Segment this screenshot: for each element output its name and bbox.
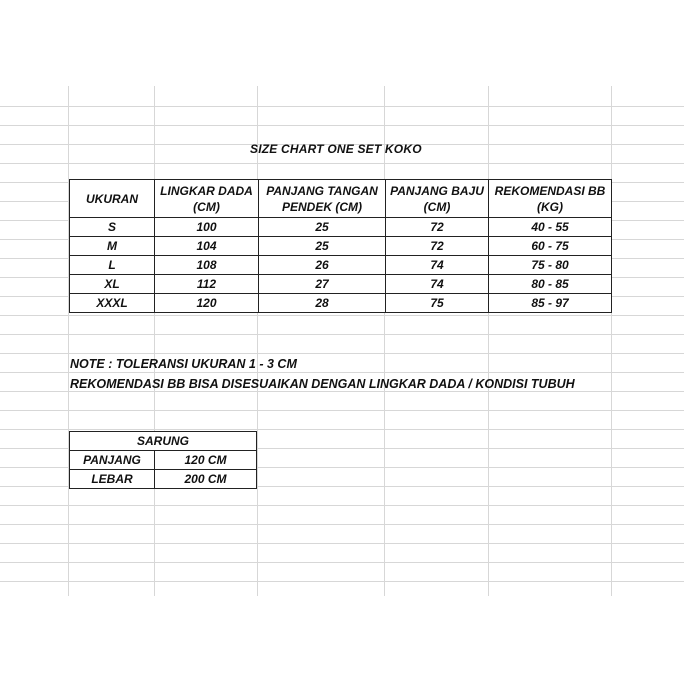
cell-size: S xyxy=(70,218,155,237)
header-line: REKOMENDASI BB xyxy=(494,183,606,198)
cell-lingkar-dada: 120 xyxy=(155,294,259,313)
cell-panjang-tangan: 25 xyxy=(259,218,386,237)
column-line xyxy=(68,86,69,596)
cell-size: XL xyxy=(70,275,155,294)
cell-panjang-tangan: 26 xyxy=(259,256,386,275)
column-line xyxy=(488,86,489,596)
cell-rekomendasi-bb: 60 - 75 xyxy=(489,237,612,256)
header-line: UKURAN xyxy=(86,191,138,206)
cell-panjang-tangan: 25 xyxy=(259,237,386,256)
cell-panjang-baju: 74 xyxy=(386,256,489,275)
table-row xyxy=(70,218,612,237)
table-row xyxy=(70,294,612,313)
sarung-value: 200 CM xyxy=(155,470,257,489)
table-header-row xyxy=(70,180,612,218)
sarung-header-row xyxy=(70,432,257,451)
header-line: PENDEK (CM) xyxy=(282,199,362,214)
cell-lingkar-dada: 100 xyxy=(155,218,259,237)
table-row xyxy=(70,470,257,489)
cell-rekomendasi-bb: 75 - 80 xyxy=(489,256,612,275)
sarung-table xyxy=(69,431,257,489)
cell-panjang-tangan: 27 xyxy=(259,275,386,294)
header-panjang-baju xyxy=(386,180,489,218)
cell-panjang-baju: 72 xyxy=(386,237,489,256)
note-tolerance: NOTE : TOLERANSI UKURAN 1 - 3 CM xyxy=(70,357,297,371)
cell-rekomendasi-bb: 80 - 85 xyxy=(489,275,612,294)
header-line: (KG) xyxy=(537,199,563,214)
column-line xyxy=(257,86,258,596)
column-line xyxy=(384,86,385,596)
sarung-value: 120 CM xyxy=(155,451,257,470)
cell-size: M xyxy=(70,237,155,256)
column-line xyxy=(611,86,612,596)
cell-rekomendasi-bb: 85 - 97 xyxy=(489,294,612,313)
cell-lingkar-dada: 104 xyxy=(155,237,259,256)
table-row xyxy=(70,237,612,256)
sarung-title: SARUNG xyxy=(70,432,257,451)
spreadsheet-grid xyxy=(0,86,684,596)
cell-lingkar-dada: 112 xyxy=(155,275,259,294)
header-line: PANJANG TANGAN xyxy=(266,183,378,198)
cell-panjang-tangan: 28 xyxy=(259,294,386,313)
header-line: LINGKAR DADA xyxy=(160,183,253,198)
sarung-label: LEBAR xyxy=(70,470,155,489)
cell-size: L xyxy=(70,256,155,275)
header-line: (CM) xyxy=(193,199,220,214)
cell-size: XXXL xyxy=(70,294,155,313)
header-ukuran xyxy=(70,180,155,218)
table-row xyxy=(70,451,257,470)
sarung-label: PANJANG xyxy=(70,451,155,470)
note-weight-recommendation: REKOMENDASI BB BISA DISESUAIKAN DENGAN LINGKAR DADA / KONDISI TUBUH xyxy=(70,377,575,391)
table-row xyxy=(70,256,612,275)
cell-rekomendasi-bb: 40 - 55 xyxy=(489,218,612,237)
table-row xyxy=(70,275,612,294)
header-line: PANJANG BAJU xyxy=(390,183,484,198)
column-line xyxy=(154,86,155,596)
cell-panjang-baju: 74 xyxy=(386,275,489,294)
header-line: (CM) xyxy=(423,199,451,214)
size-chart-table xyxy=(69,179,612,313)
header-rekomendasi-bb xyxy=(489,180,612,218)
header-panjang-tangan xyxy=(259,180,386,218)
cell-lingkar-dada: 108 xyxy=(155,256,259,275)
cell-panjang-baju: 75 xyxy=(386,294,489,313)
cell-panjang-baju: 72 xyxy=(386,218,489,237)
page-title: SIZE CHART ONE SET KOKO xyxy=(250,142,422,156)
header-lingkar-dada xyxy=(155,180,259,218)
